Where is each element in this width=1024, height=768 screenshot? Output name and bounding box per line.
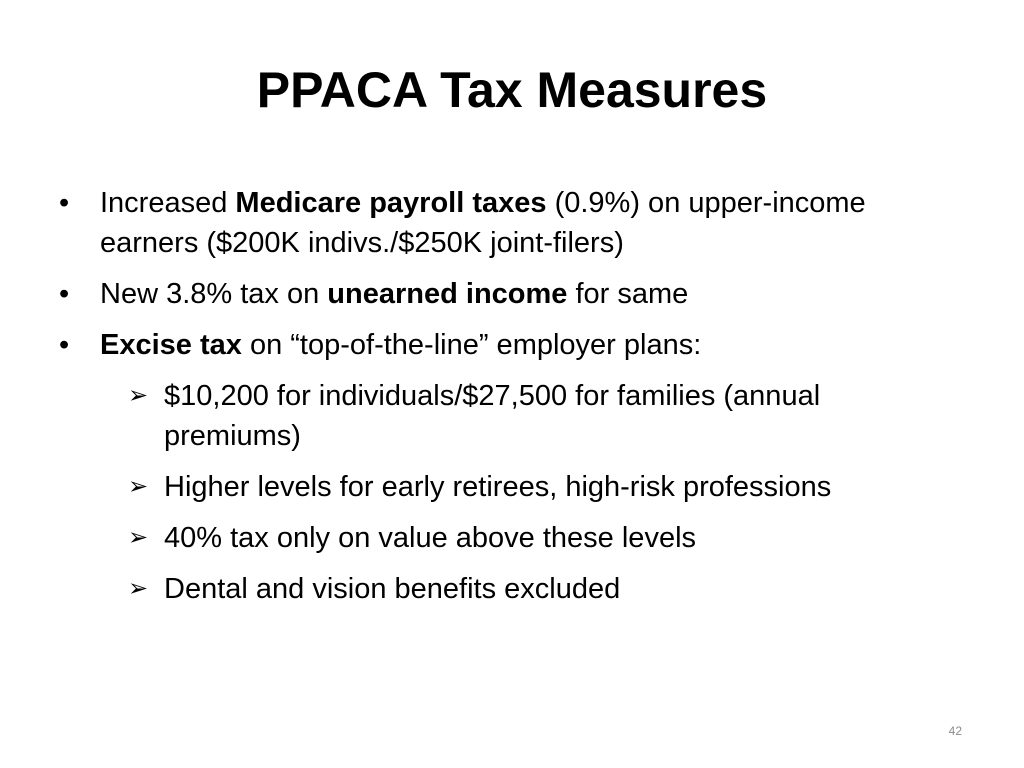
bullet-bold-text: Medicare payroll taxes — [235, 187, 547, 219]
bullet-dot-icon: • — [59, 329, 70, 361]
arrow-bullet-icon: ➢ — [128, 473, 149, 500]
arrow-bullet-icon: ➢ — [128, 575, 149, 602]
sub-bullet-higher-levels — [0, 467, 1024, 507]
sub-bullet-dental-vision — [0, 569, 1024, 609]
bullet-excise-tax — [0, 325, 1024, 365]
arrow-bullet-icon: ➢ — [128, 382, 149, 409]
sub-bullet-forty-percent — [0, 518, 1024, 558]
bullet-bold-text: unearned income — [327, 278, 568, 310]
arrow-bullet-icon: ➢ — [128, 524, 149, 551]
bullet-dot-icon: • — [59, 187, 70, 219]
bullet-text: New 3.8% tax on — [100, 278, 328, 310]
sub-bullet-text: 40% tax only on value above these levels — [164, 522, 697, 554]
sub-bullet-thresholds — [0, 376, 1024, 456]
bullet-list — [0, 183, 1024, 620]
bullet-dot-icon: • — [59, 278, 70, 310]
bullet-text: on “top-of-the-line” employer plans: — [241, 329, 702, 361]
bullet-text: for same — [567, 278, 689, 310]
sub-bullet-text: $10,200 for individuals/$27,500 for families (annual premiums) — [164, 380, 821, 452]
bullet-medicare-payroll-taxes — [0, 183, 1024, 263]
slide-title: PPACA Tax Measures — [256, 62, 768, 118]
bullet-text: Increased — [100, 187, 236, 219]
bullet-bold-text: Excise tax — [100, 329, 242, 361]
bullet-text: (0.9%) on upper-income earners ($200K indivs./$250K joint-filers) — [100, 187, 866, 259]
bullet-unearned-income — [0, 274, 1024, 314]
sub-bullet-text: Dental and vision benefits excluded — [164, 573, 621, 605]
sub-bullet-text: Higher levels for early retirees, high-risk professions — [164, 471, 832, 503]
page-number: 42 — [948, 724, 962, 738]
